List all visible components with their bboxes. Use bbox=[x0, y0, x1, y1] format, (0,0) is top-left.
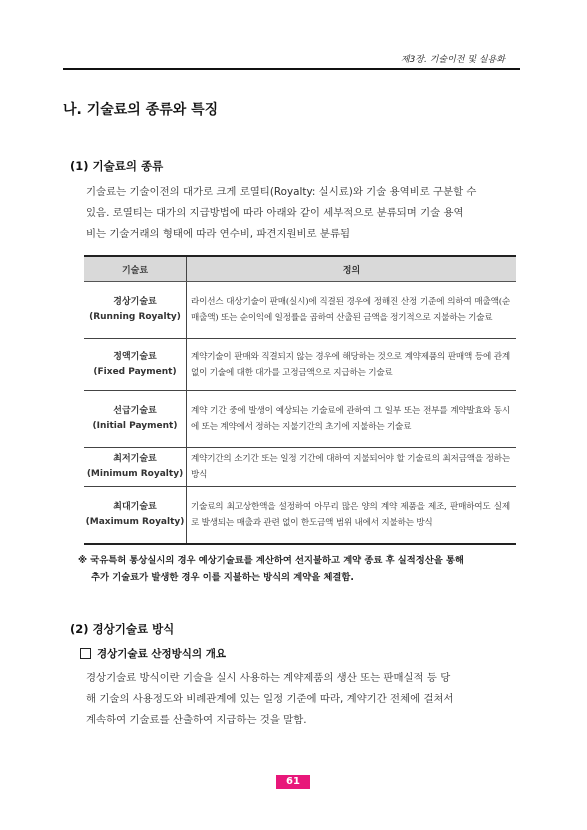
royalty-name-en: (Fixed Payment) bbox=[93, 366, 177, 377]
royalty-name-ko: 최대기술료 bbox=[113, 501, 157, 512]
royalty-type-cell bbox=[84, 282, 187, 339]
subsection-heading-1: (1) 기술료의 종류 bbox=[70, 159, 164, 173]
column-header-royalty: 기술료 bbox=[84, 256, 187, 282]
paragraph-line: 있음. 로열티는 대가의 지급방법에 따라 아래와 같이 세부적으로 분류되며 기술 용역 bbox=[86, 207, 464, 219]
paragraph-line: 계속하여 기술료를 산출하여 지급하는 것을 말함. bbox=[86, 714, 307, 726]
royalty-type-cell bbox=[84, 448, 187, 487]
table-row bbox=[84, 448, 516, 487]
subsection-heading-2: (2) 경상기술료 방식 bbox=[70, 622, 175, 636]
checkbox-square-icon bbox=[80, 648, 91, 659]
royalty-type-cell bbox=[84, 391, 187, 448]
header-divider bbox=[63, 68, 520, 70]
footnote bbox=[78, 552, 528, 586]
royalty-name-ko: 경상기술료 bbox=[113, 297, 157, 307]
table-row bbox=[84, 487, 516, 544]
royalty-name-ko: 선급기술료 bbox=[113, 406, 157, 416]
definition-cell: 계약기간의 소기간 또는 일정 기간에 대하여 지불되어야 할 기술료의 최저금액을 정하는 방식 bbox=[187, 448, 517, 487]
checkbox-heading bbox=[80, 646, 226, 661]
definition-cell: 기술료의 최고상한액을 설정하여 아무리 많은 양의 계약 제품을 제조, 판매하여도 실제로 발생되는 매출과 관련 없이 한도금액 범위 내에서 지불하는 방식 bbox=[187, 487, 517, 544]
royalty-name-en: (Maximum Royalty) bbox=[85, 516, 185, 527]
chapter-header: 제3장. 기술이전 및 실용화 bbox=[400, 55, 505, 65]
footnote-line: ※ 국유특허 통상실시의 경우 예상기술료를 계산하여 선지불하고 계약 종료 후 실적정산을 통해 bbox=[78, 555, 464, 566]
checkbox-heading-label: 경상기술료 산정방식의 개요 bbox=[97, 648, 227, 660]
running-royalty-paragraph bbox=[86, 668, 514, 731]
table-row bbox=[84, 282, 516, 339]
royalty-name-ko: 최저기술료 bbox=[113, 454, 157, 464]
paragraph-line: 비는 기술거래의 형태에 따라 연수비, 파견지원비로 분류됨 bbox=[86, 228, 351, 240]
definition-cell: 계약 기간 중에 발생이 예상되는 기술료에 관하여 그 일부 또는 전부를 계약발효와 동시에 또는 계약에서 정하는 지불기간의 초기에 지불하는 기술료 bbox=[187, 391, 517, 448]
royalty-name-en: (Running Royalty) bbox=[89, 312, 181, 322]
royalty-name-ko: 정액기술료 bbox=[113, 351, 157, 362]
page-number: 61 bbox=[276, 775, 310, 789]
footnote-line: 추가 기술료가 발생한 경우 이를 지불하는 방식의 계약을 체결함. bbox=[91, 572, 354, 583]
royalty-name-en: (Minimum Royalty) bbox=[86, 469, 184, 479]
table-row bbox=[84, 339, 516, 391]
paragraph-line: 해 기술의 사용정도와 비례관계에 있는 일정 기준에 따라, 계약기간 전체에 걸쳐서 bbox=[86, 693, 454, 705]
intro-paragraph bbox=[86, 182, 518, 245]
section-title: 나. 기술료의 종류와 특징 bbox=[63, 102, 219, 118]
column-header-definition: 정의 bbox=[187, 256, 517, 282]
table-row bbox=[84, 391, 516, 448]
paragraph-line: 기술료는 기술이전의 대가로 크게 로열티(Royalty: 실시료)와 기술 용역비로 구분할 수 bbox=[86, 186, 477, 198]
paragraph-line: 경상기술료 방식이란 기술을 실시 사용하는 계약제품의 생산 또는 판매실적 등 당 bbox=[86, 672, 451, 684]
definition-cell: 계약기술이 판매와 직결되지 않는 경우에 해당하는 것으로 계약제품의 판매액 등에 관계없이 기술에 대한 대가를 고정금액으로 지급하는 기술료 bbox=[187, 339, 517, 391]
royalty-type-cell bbox=[84, 487, 187, 544]
table-header-row bbox=[84, 256, 516, 282]
definition-cell: 라이선스 대상기술이 판매(실시)에 직결된 경우에 정해진 산정 기준에 의하여 매출액(순매출액) 또는 순이익에 일정률을 곱하여 산출된 금액을 정기적으로 지불하는 기술료 bbox=[187, 282, 517, 339]
royalty-type-cell bbox=[84, 339, 187, 391]
royalty-name-en: (Initial Payment) bbox=[92, 421, 178, 431]
royalty-types-table bbox=[84, 255, 516, 545]
